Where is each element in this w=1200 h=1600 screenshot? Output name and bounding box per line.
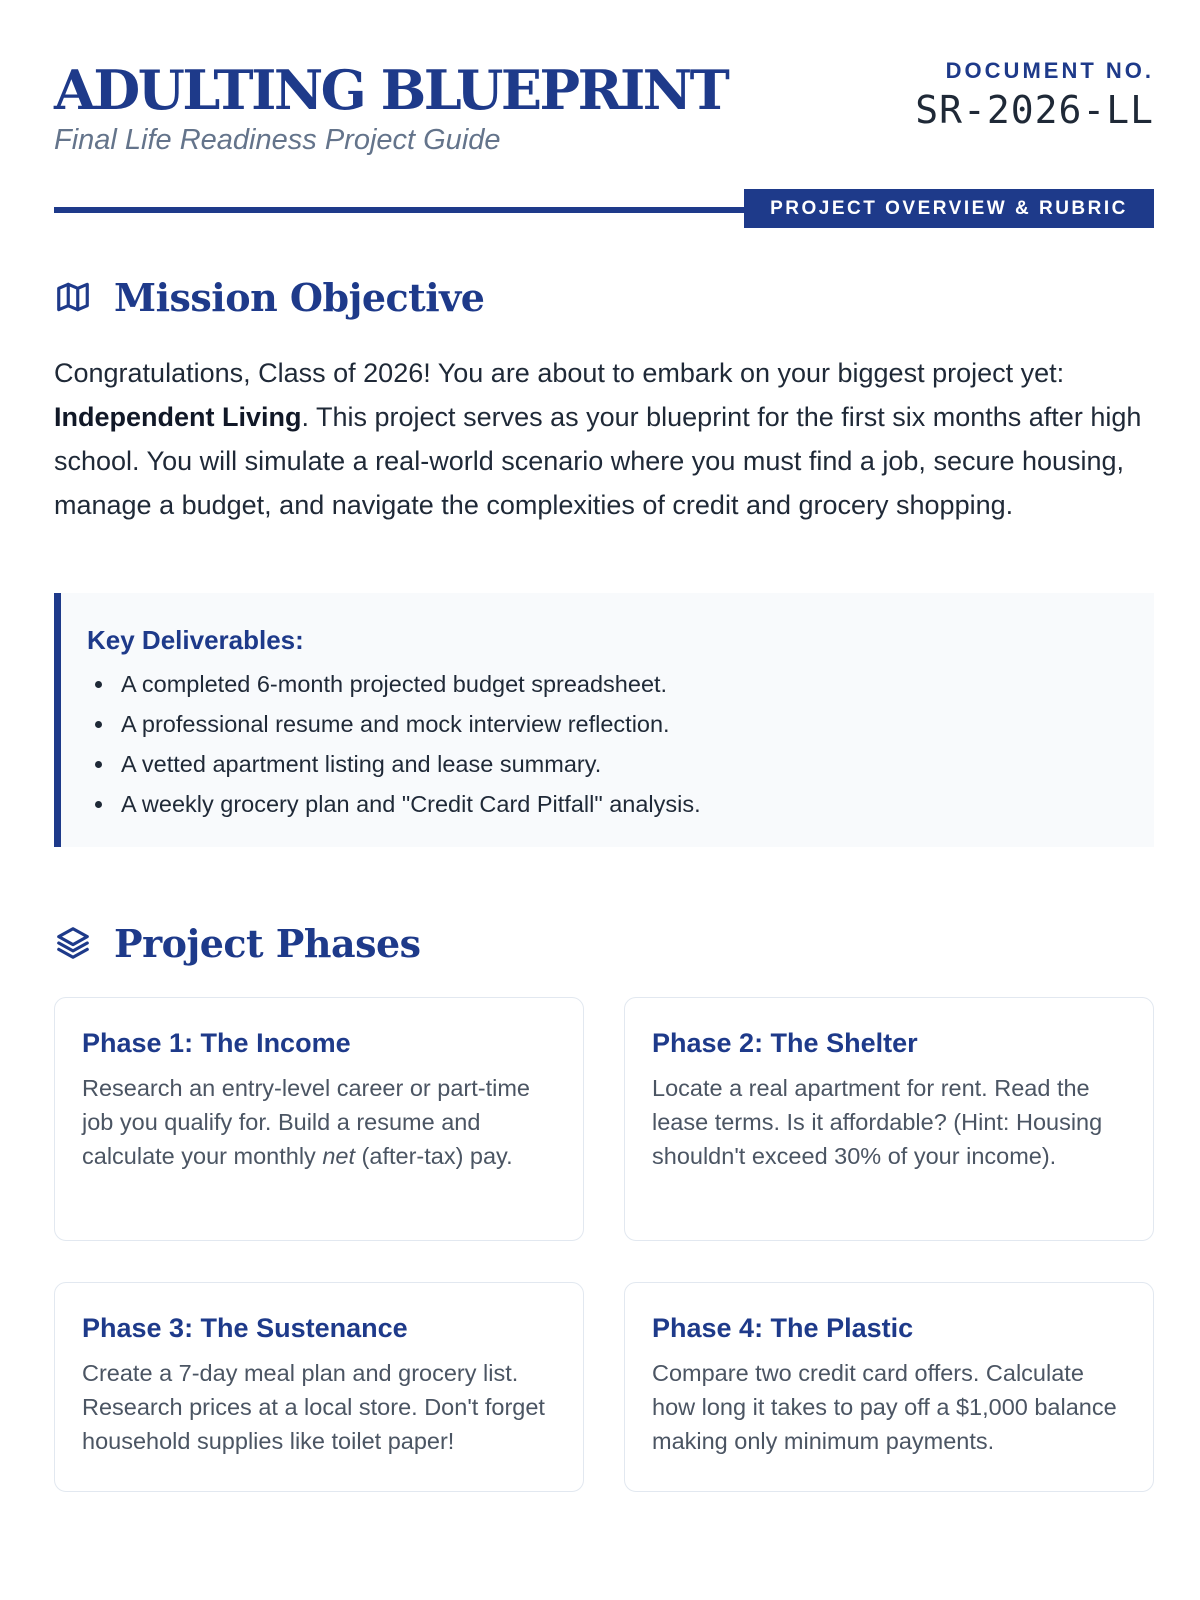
list-item: A professional resume and mock interview reflection. [87,704,1128,744]
project-guide-page [54,0,1154,1600]
mission-objective-title: Mission Objective [114,274,485,320]
mission-objective-heading [54,272,484,322]
deliverables-list [87,664,1128,824]
phase-card-plastic [624,1282,1154,1492]
phase-card-shelter [624,997,1154,1241]
phase-title: Phase 4: The Plastic [652,1313,914,1343]
intro-text-start: Congratulations, Class of 2026! You are about to embark on your biggest project yet: [54,358,1065,388]
project-phases-title: Project Phases [114,920,421,966]
page-subtitle: Final Life Readiness Project Guide [54,124,501,156]
list-item: A completed 6-month projected budget spreadsheet. [87,664,1128,704]
phase-description: Locate a real apartment for rent. Read the lease terms. Is it affordable? (Hint: Housing shouldn't exceed 30% of your income). [652,1075,1103,1169]
phase-title: Phase 3: The Sustenance [82,1313,408,1343]
intro-text-end: . This project serves as your blueprint for the first six months after high school. You will simulate a real-world scenario where you must find a job, secure housing, manage a budget, and navigate the complexities of credit and grocery shopping. [54,402,1142,520]
header-divider [54,207,754,213]
phase-description [82,1071,557,1173]
phase-desc-end: (after-tax) pay. [355,1143,513,1169]
key-deliverables-title: Key Deliverables: [87,625,304,655]
phase-card-sustenance [54,1282,584,1492]
project-phases-heading [54,918,421,968]
list-item: A weekly grocery plan and "Credit Card Pitfall" analysis. [87,784,1128,824]
intro-highlight: Independent Living [54,402,302,432]
document-number: SR-2026-LL [915,88,1154,132]
phase-description: Create a 7-day meal plan and grocery list. Research prices at a local store. Don't forget household supplies like toilet paper! [82,1360,545,1454]
phase-description: Compare two credit card offers. Calculate how long it takes to pay off a $1,000 balance making only minimum payments. [652,1360,1117,1454]
mission-intro-paragraph [54,351,1154,527]
phase-desc-start: Research an entry-level career or part-time job you qualify for. Build a resume and calculate your monthly [82,1075,530,1169]
page-title: ADULTING BLUEPRINT [54,58,728,122]
overview-rubric-tag: PROJECT OVERVIEW & RUBRIC [744,189,1154,228]
list-item: A vetted apartment listing and lease summary. [87,744,1128,784]
layers-icon [54,924,92,962]
document-number-label: DOCUMENT NO. [945,58,1154,83]
document-header [54,58,1154,168]
phase-title: Phase 2: The Shelter [652,1028,918,1058]
phase-card-income [54,997,584,1241]
key-deliverables-box [54,593,1154,847]
phase-title: Phase 1: The Income [82,1028,351,1058]
phase-desc-emphasis: net [322,1143,356,1169]
map-icon [54,278,92,316]
